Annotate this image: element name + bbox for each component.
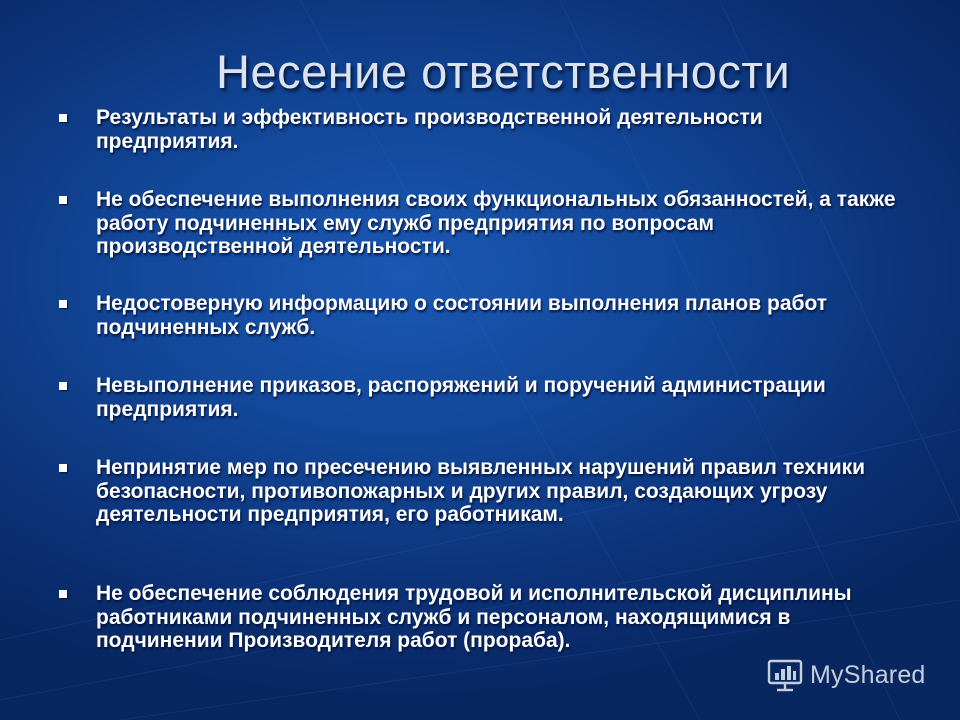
square-bullet-icon [59, 300, 67, 308]
bullet-text: Непринятие мер по пресечению выявленных нарушений правил техники безопасности, противопожарных и других правил, создающих угрозу деятельности предприятия, его работникам. [96, 456, 866, 526]
myshared-watermark[interactable] [766, 656, 926, 694]
bullet-text: Недостоверную информацию о состоянии выполнения планов работ подчиненных служб. [96, 292, 828, 339]
square-bullet-icon [59, 196, 67, 204]
square-bullet-icon [59, 382, 67, 390]
bullet-item [54, 456, 914, 527]
bullet-item [54, 374, 914, 421]
myshared-logo-icon [766, 656, 804, 694]
square-bullet-icon [59, 590, 67, 598]
square-bullet-icon [59, 114, 67, 122]
square-bullet-icon [59, 464, 67, 472]
bullet-text: Невыполнение приказов, распоряжений и поручений администрации предприятия. [96, 374, 826, 421]
watermark-brand: MyShared [810, 660, 926, 689]
bullet-text: Результаты и эффективность производственной деятельности предприятия. [96, 106, 763, 153]
bullet-item [54, 106, 914, 153]
slide-title: Несение ответственности [216, 45, 791, 98]
bullet-text: Не обеспечение соблюдения трудовой и исполнительской дисциплины работниками подчиненных служб и персоналом, находящимися в подчинении Производителя работ (прораба). [96, 582, 852, 652]
bullet-item [54, 582, 914, 653]
bullet-item [54, 292, 914, 339]
bullet-text: Не обеспечение выполнения своих функциональных обязанностей, а также работу подчиненных ему служб предприятия по вопросам производственной деятельности. [96, 188, 896, 258]
bullet-item [54, 188, 914, 259]
